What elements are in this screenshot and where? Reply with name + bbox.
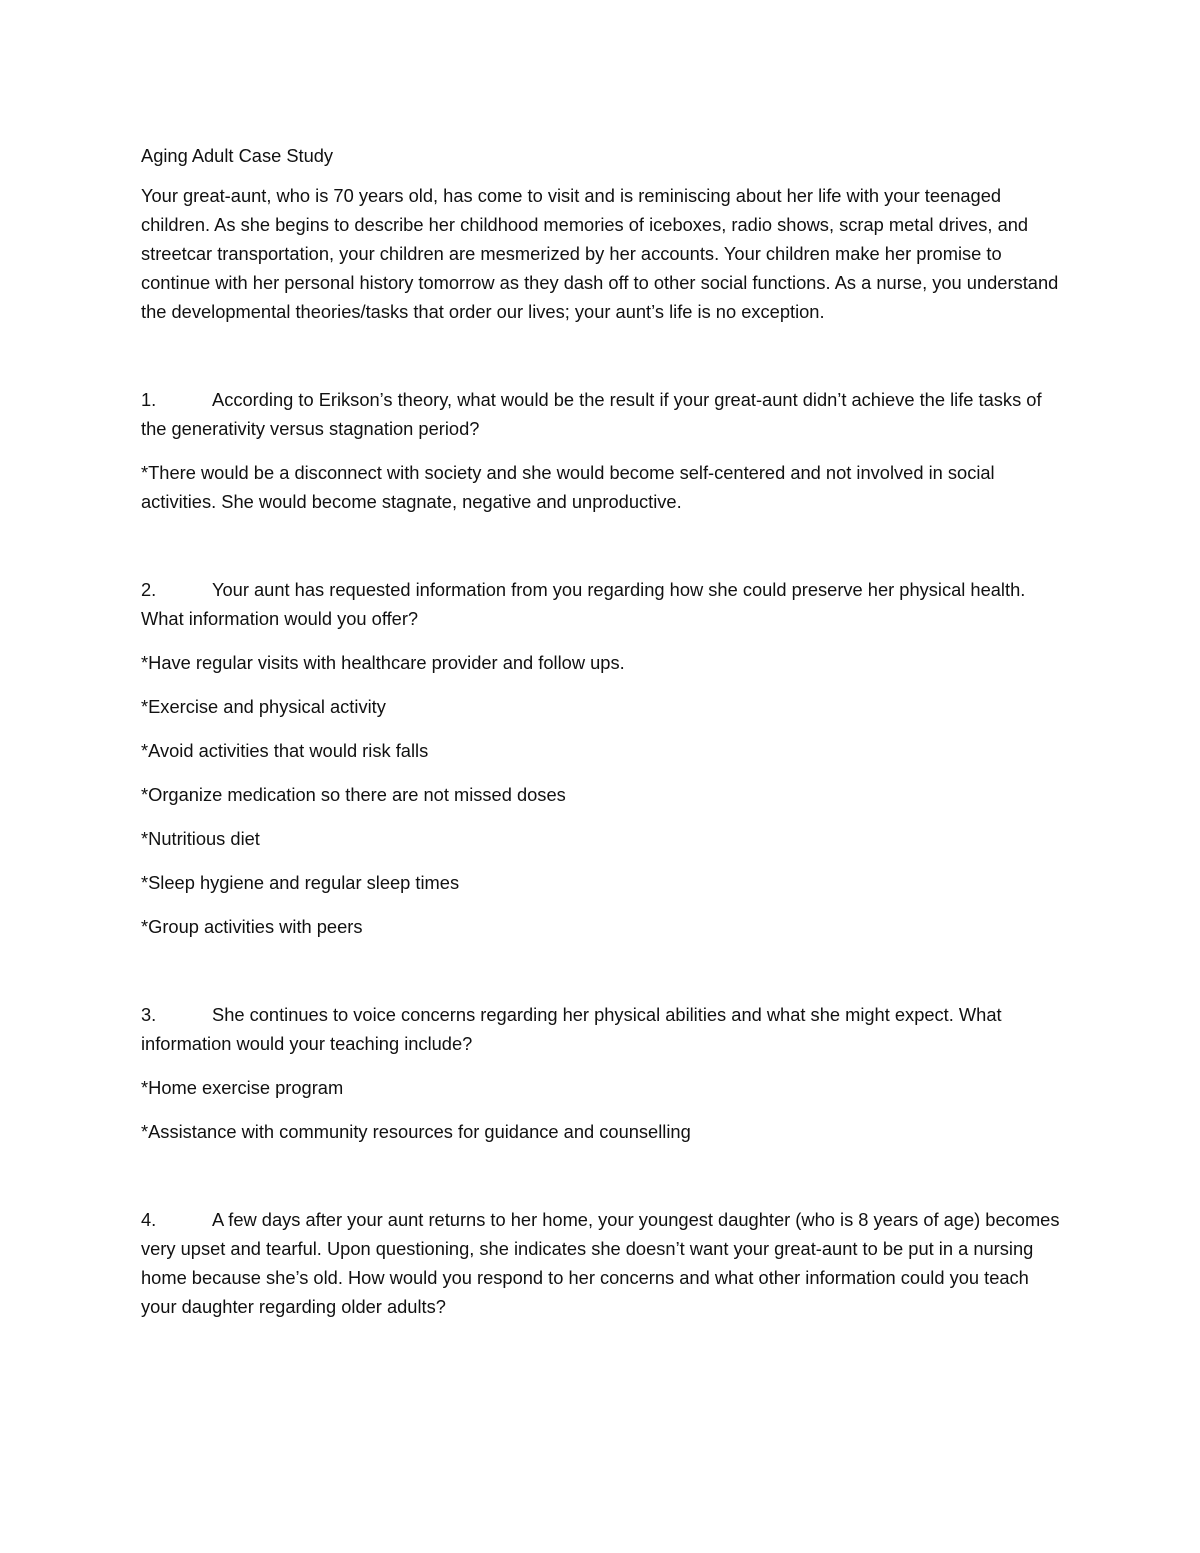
question-2: [141, 575, 1061, 633]
document-body: [141, 141, 1061, 1336]
question-text: She continues to voice concerns regarding her physical abilities and what she might expect. What information would your teaching include?: [141, 1004, 1002, 1054]
answer-item: *There would be a disconnect with society and she would become self-centered and not involved in social activities. She would become stagnate, negative and unproductive.: [141, 462, 995, 512]
document-title: Aging Adult Case Study: [141, 145, 334, 166]
question-section-4: [141, 1205, 1061, 1321]
question-text: Your aunt has requested information from you regarding how she could preserve her physical health. What information would you offer?: [141, 579, 1026, 629]
question-text: A few days after your aunt returns to her home, your youngest daughter (who is 8 years of age) becomes very upset and tearful. Upon questioning, she indicates she doesn’t want your great-aunt to be put in a nursing home because she’s old. How would you respond to her concerns and what other information could you teach your daughter regarding older adults?: [141, 1209, 1060, 1317]
question-section-3: [141, 1000, 1061, 1146]
question-4: [141, 1205, 1061, 1321]
answer-item: *Avoid activities that would risk falls: [141, 740, 429, 761]
answer-item: *Organize medication so there are not missed doses: [141, 784, 566, 805]
question-3: [141, 1000, 1061, 1058]
intro-paragraph: Your great-aunt, who is 70 years old, has come to visit and is reminiscing about her life with your teenaged children. As she begins to describe her childhood memories of iceboxes, radio shows, scrap metal drives, and streetcar transportation, your children are mesmerized by her accounts. Your children make her promise to continue with her personal history tomorrow as they dash off to other social functions. As a nurse, you understand the developmental theories/tasks that order our lives; your aunt’s life is no exception.: [141, 185, 1059, 322]
question-text: According to Erikson’s theory, what would be the result if your great-aunt didn’t achieve the life tasks of the generativity versus stagnation period?: [141, 389, 1042, 439]
spacer: [141, 341, 1061, 385]
question-number: 2.: [141, 579, 157, 600]
question-number: 4.: [141, 1209, 157, 1230]
question-section-2: [141, 575, 1061, 941]
answer-item: *Sleep hygiene and regular sleep times: [141, 872, 460, 893]
answer-item: *Have regular visits with healthcare provider and follow ups.: [141, 652, 625, 673]
answer-item: *Exercise and physical activity: [141, 696, 386, 717]
spacer: [141, 956, 1061, 1000]
answer-item: *Assistance with community resources for guidance and counselling: [141, 1121, 691, 1142]
answer-item: *Home exercise program: [141, 1077, 344, 1098]
answer-item: *Group activities with peers: [141, 916, 363, 937]
spacer: [141, 1161, 1061, 1205]
question-1: [141, 385, 1061, 443]
spacer: [141, 531, 1061, 575]
question-number: 3.: [141, 1004, 157, 1025]
question-number: 1.: [141, 389, 157, 410]
answer-item: *Nutritious diet: [141, 828, 260, 849]
question-section-1: [141, 385, 1061, 516]
